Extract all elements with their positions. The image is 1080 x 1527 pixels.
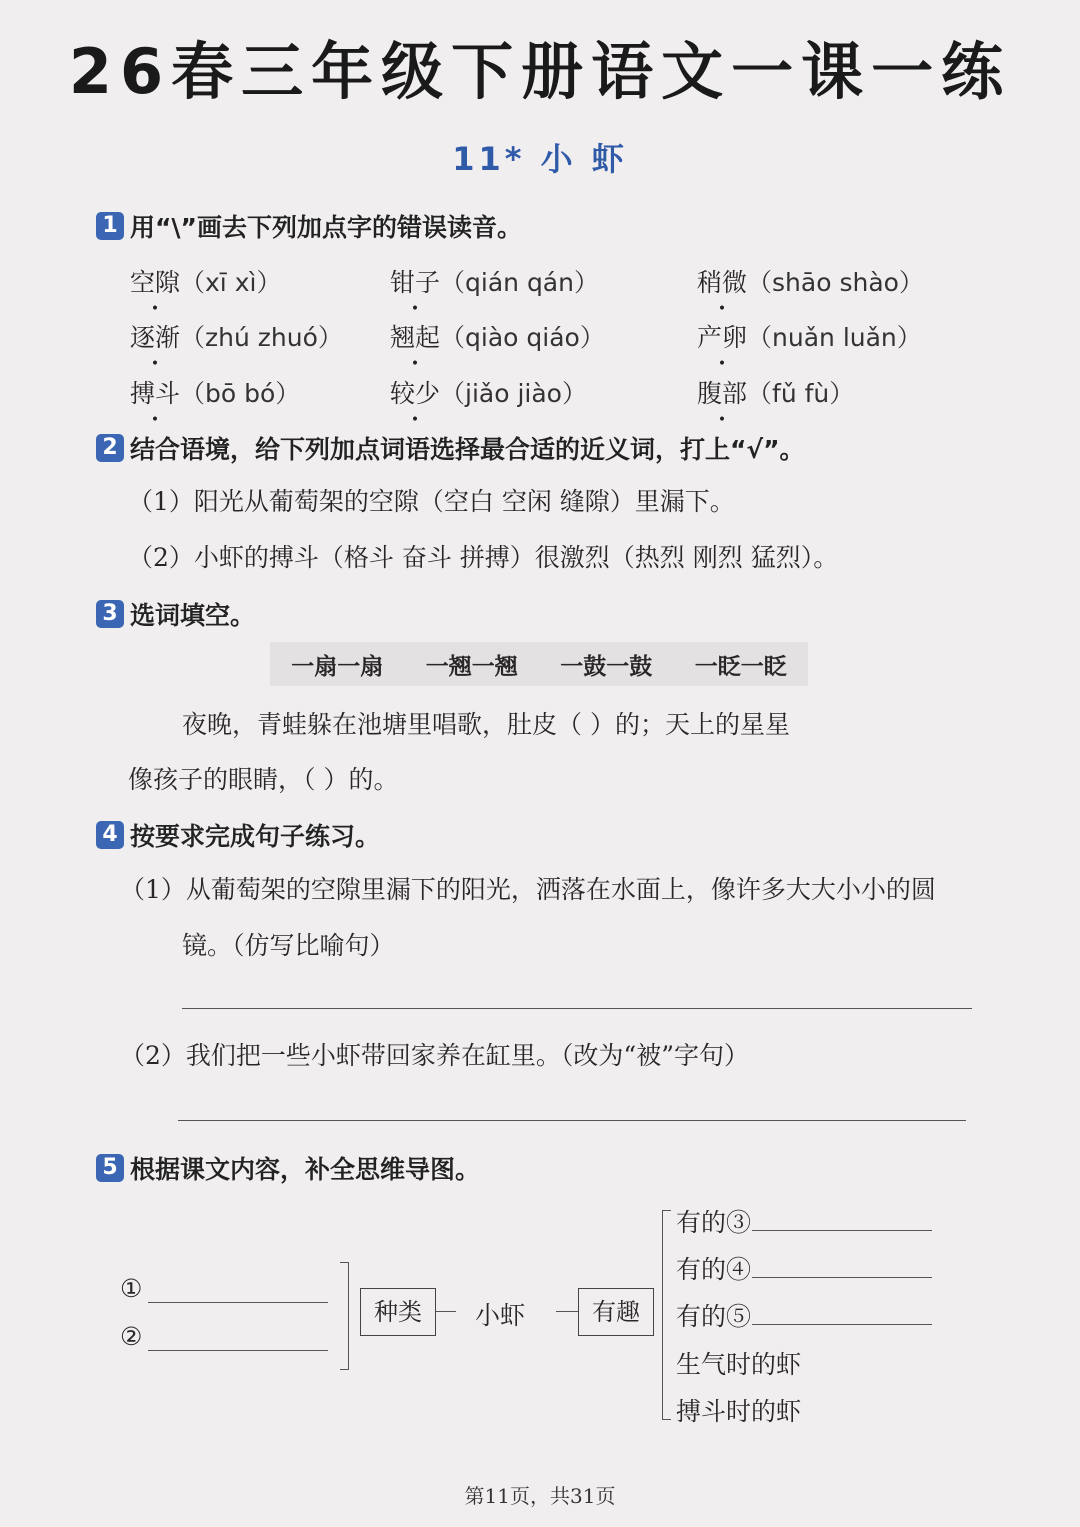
pinyin-item [390, 318, 605, 354]
question-5 [96, 1150, 480, 1186]
dotted-word: 搏斗 [130, 379, 181, 408]
connector [436, 1311, 456, 1312]
pinyin-item [390, 263, 599, 299]
right-item-4: 有的④ [676, 1255, 752, 1284]
question-1-text: 用“\”画去下列加点字的错误读音。 [130, 213, 522, 242]
word-option: 一鼓一鼓 [560, 652, 653, 680]
dotted-word: 空隙 [130, 268, 181, 297]
pinyin-options[interactable]: （zhú zhuó） [180, 323, 343, 352]
dotted-word: 产卵 [697, 323, 748, 352]
blank-left-1[interactable] [148, 1302, 328, 1303]
right-item-7: 搏斗时的虾 [676, 1397, 802, 1426]
dotted-word: 翘起 [390, 323, 441, 352]
question-4 [96, 817, 380, 853]
answer-line-1[interactable] [182, 1008, 972, 1009]
q2-sentence-2: （2）小虾的搏斗（格斗 奋斗 拼搏）很激烈（热烈 刚烈 猛烈）。 [128, 543, 839, 572]
mindmap-left-2: ② [120, 1322, 143, 1351]
q3-line-1: 夜晚，青蛙躲在池塘里唱歌，肚皮（ ）的；天上的星星 [182, 710, 790, 739]
dotted-word: 稍微 [697, 268, 748, 297]
word-option: 一扇一扇 [291, 652, 384, 680]
q4-sentence-1a: （1）从葡萄架的空隙里漏下的阳光，洒落在水面上，像许多大大小小的圆 [120, 875, 936, 904]
lesson-title: 11* 小 虾 [452, 140, 628, 178]
pinyin-item [697, 263, 924, 299]
blank-right-3[interactable] [752, 1230, 932, 1231]
question-3 [96, 596, 255, 632]
dotted-word: 腹部 [697, 379, 748, 408]
pinyin-options[interactable]: （fǔ fù） [747, 379, 855, 408]
pinyin-item [390, 374, 587, 410]
right-item-3: 有的③ [676, 1208, 752, 1237]
mindmap-left-1: ① [120, 1274, 143, 1303]
pinyin-options[interactable]: （jiǎo jiào） [440, 379, 587, 408]
answer-line-2[interactable] [178, 1120, 966, 1121]
question-number-1: 1 [96, 212, 124, 240]
question-2-text: 结合语境，给下列加点词语选择最合适的近义词，打上“√”。 [130, 435, 805, 464]
center-node: 小虾 [475, 1301, 526, 1330]
pinyin-item [130, 318, 343, 354]
word-bank [270, 642, 808, 686]
blank-right-5[interactable] [752, 1324, 932, 1325]
page-title: 26春三年级下册语文一课一练 [68, 35, 1012, 108]
connector [556, 1311, 578, 1312]
question-number-5: 5 [96, 1154, 124, 1182]
pinyin-item [697, 318, 922, 354]
question-2 [96, 430, 805, 466]
question-number-4: 4 [96, 821, 124, 849]
q4-sentence-1b: 镜。（仿写比喻句） [182, 931, 395, 960]
pinyin-options[interactable]: （qián qán） [440, 268, 599, 297]
word-option: 一翘一翘 [425, 652, 518, 680]
question-5-text: 根据课文内容，补全思维导图。 [130, 1155, 481, 1184]
pinyin-item [697, 374, 854, 410]
right-item-6: 生气时的虾 [676, 1350, 802, 1379]
dotted-word: 较少 [390, 379, 441, 408]
q3-line-2: 像孩子的眼睛，（ ）的。 [128, 765, 399, 794]
right-brace [662, 1210, 671, 1420]
word-option: 一眨一眨 [694, 652, 787, 680]
pinyin-item [130, 374, 300, 410]
left-brace [340, 1262, 349, 1370]
dotted-word: 逐渐 [130, 323, 181, 352]
question-3-text: 选词填空。 [130, 601, 256, 630]
fun-box: 有趣 [578, 1288, 654, 1336]
question-1 [96, 208, 522, 244]
pinyin-options[interactable]: （shāo shào） [747, 268, 924, 297]
pinyin-options[interactable]: （bō bó） [180, 379, 301, 408]
blank-left-2[interactable] [148, 1350, 328, 1351]
pinyin-options[interactable]: （qiào qiáo） [440, 323, 605, 352]
question-4-text: 按要求完成句子练习。 [130, 822, 381, 851]
page-footer: 第11页，共31页 [464, 1484, 616, 1508]
question-number-3: 3 [96, 600, 124, 628]
q2-sentence-1: （1）阳光从葡萄架的空隙（空白 空闲 缝隙）里漏下。 [128, 487, 735, 516]
dotted-word: 钳子 [390, 268, 441, 297]
question-number-2: 2 [96, 434, 124, 462]
q4-sentence-2: （2）我们把一些小虾带回家养在缸里。（改为“被”字句） [120, 1041, 749, 1070]
pinyin-options[interactable]: （nuǎn luǎn） [747, 323, 922, 352]
kind-box: 种类 [360, 1288, 436, 1336]
right-item-5: 有的⑤ [676, 1302, 752, 1331]
blank-right-4[interactable] [752, 1277, 932, 1278]
pinyin-options[interactable]: （xī xì） [180, 268, 282, 297]
pinyin-item [130, 263, 281, 299]
